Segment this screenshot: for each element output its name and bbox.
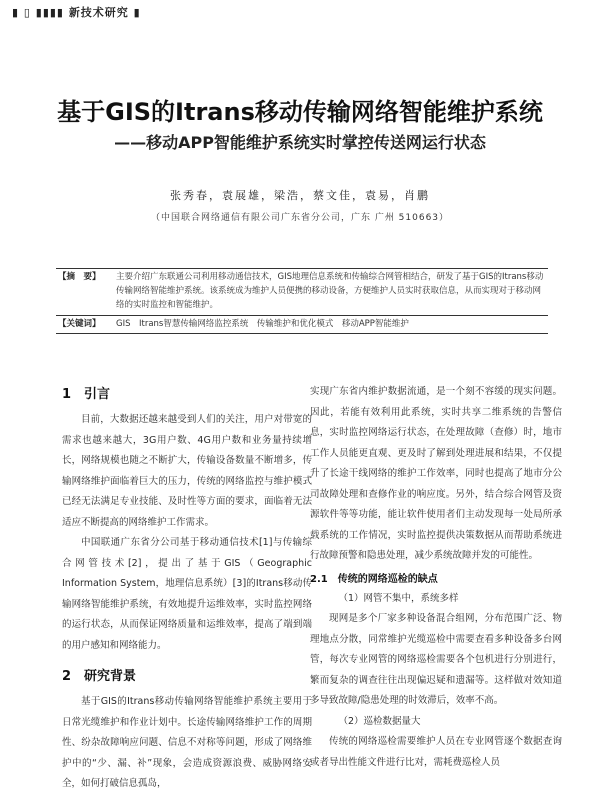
paper-title: 基于GIS的Itrans移动传输网络智能维护系统 (57, 98, 543, 126)
right-column (310, 382, 562, 773)
list-item-1-text: 现网是多个厂家多种设备混合组网，分布范围广泛、物理地点分散，同常维护光缆巡检中需要查看多种设备多台网管，每次专业网管的网络巡检需要各个包机进行分别进行，繁而复杂的调查往往出现偏迟疑和遗漏等。这样做对效知道多导致故障/隐患处理的时效滞后，效率不高。 (310, 613, 562, 706)
abstract-mid-rule (56, 315, 548, 316)
abstract-box (56, 268, 548, 338)
abstract-top-rule (56, 268, 548, 269)
section-2-paragraph-1: 基于GIS的Itrans移动传输网络智能维护系统主要用于日常光缆维护和作业计划中。长途传输网络维护工作的周期性、纷杂故障响应问题、信息不对称等问题，形成了网络维护中的“少、漏、补”现象，会造成资源浪费、威胁网络安全，如何打破信息孤岛， (62, 696, 312, 789)
left-column (62, 384, 312, 795)
section-1-paragraph-1: 目前，大数据还越来越受到人们的关注，用户对带宽的需求也越来越大，3G用户数、4G用户数和业务量持续增长，网络规模也随之不断扩大，传输设备数量不断增多，传输网络维护面临着巨大的压力，传统的网络监控与维护模式已经无法满足专业技能、及时性等方面的要求，面临着无法适应不断提高的网络维护工作需求。 (62, 414, 312, 528)
list-item-1-heading: （1）网管不集中，系统多样 (338, 592, 459, 604)
continued-paragraph: 实现广东省内维护数据流通，是一个刻不容缓的现实问题。因此，若能有效利用此系统，实时共享二维系统的告警信息，实时监控网络运行状态，在处理故障（查修）时，地市工作人员能更直观、更及时了解到处理进展和结果，不仅提升了长途干线网络的维护工作效率，同时也提高了地市分公司故障处理和查修作业的响应度。另外，结合综合网管及资源软件等等功能，能让软件使用者们主动发现每一处局所承载系统的工作情况，实时监控提供决策数据从而帮助系统进行故障预警和隐患处理，减少系统故障并发的可能性。 (310, 386, 562, 561)
abstract-text: 主要介绍广东联通公司利用移动通信技术，GIS地理信息系统和传输综合网管相结合，研发了基于GIS的Itrans移动传输网络智能维护系统。该系统成为维护人员便携的移动设备，方便维护人员实时获取信息，从而实现对于移动网络的实时监控和智能维护。 (116, 272, 544, 310)
abstract-label: 【摘 要】 (58, 272, 101, 282)
column-header: ▮ ▯ ▮▮▮▮ 新技术研究 ▮ (12, 6, 141, 19)
abstract-row (56, 270, 548, 312)
paper-subtitle: ——移动APP智能维护系统实时掌控传送网运行状态 (114, 133, 486, 152)
subsection-2-1-heading: 2.1 传统的网络巡检的缺点 (310, 573, 438, 585)
list-item-2-heading: （2）巡检数据量大 (338, 715, 421, 727)
author-list: 张秀春，袁展雄，梁浩，蔡文佳，袁易，肖鹏 (170, 189, 430, 202)
abstract-bottom-rule (56, 333, 548, 334)
keywords-label: 【关键词】 (58, 319, 101, 329)
keywords-text: GIS Itrans智慧传输网络监控系统 传输维护和优化模式 移动APP智能维护 (116, 319, 409, 329)
author-affiliation: （中国联合网络通信有限公司广东省分公司，广东 广州 510663） (150, 213, 450, 223)
section-1-paragraph-2: 中国联通广东省分公司基于移动通信技术[1]与传输综合网管技术[2]，提出了基于GIS（Geographic Information System，地理信息系统）[3]的Itrans移动传输网络智能维护系统，有效地提升运维效率，实时监控网络的运行状态，从而保证网络质量和运维效率，提高了端到端的用户感知和网络能力。 (62, 537, 312, 651)
list-item-2-text: 传统的网络巡检需要维护人员在专业网管逐个数据查询或者导出性能文件进行比对，需耗费巡检人员 (310, 736, 562, 768)
section-2-heading: 2 研究背景 (62, 669, 137, 684)
section-1-heading: 1 引言 (62, 387, 111, 402)
column-label: 新技术研究 (68, 6, 129, 19)
